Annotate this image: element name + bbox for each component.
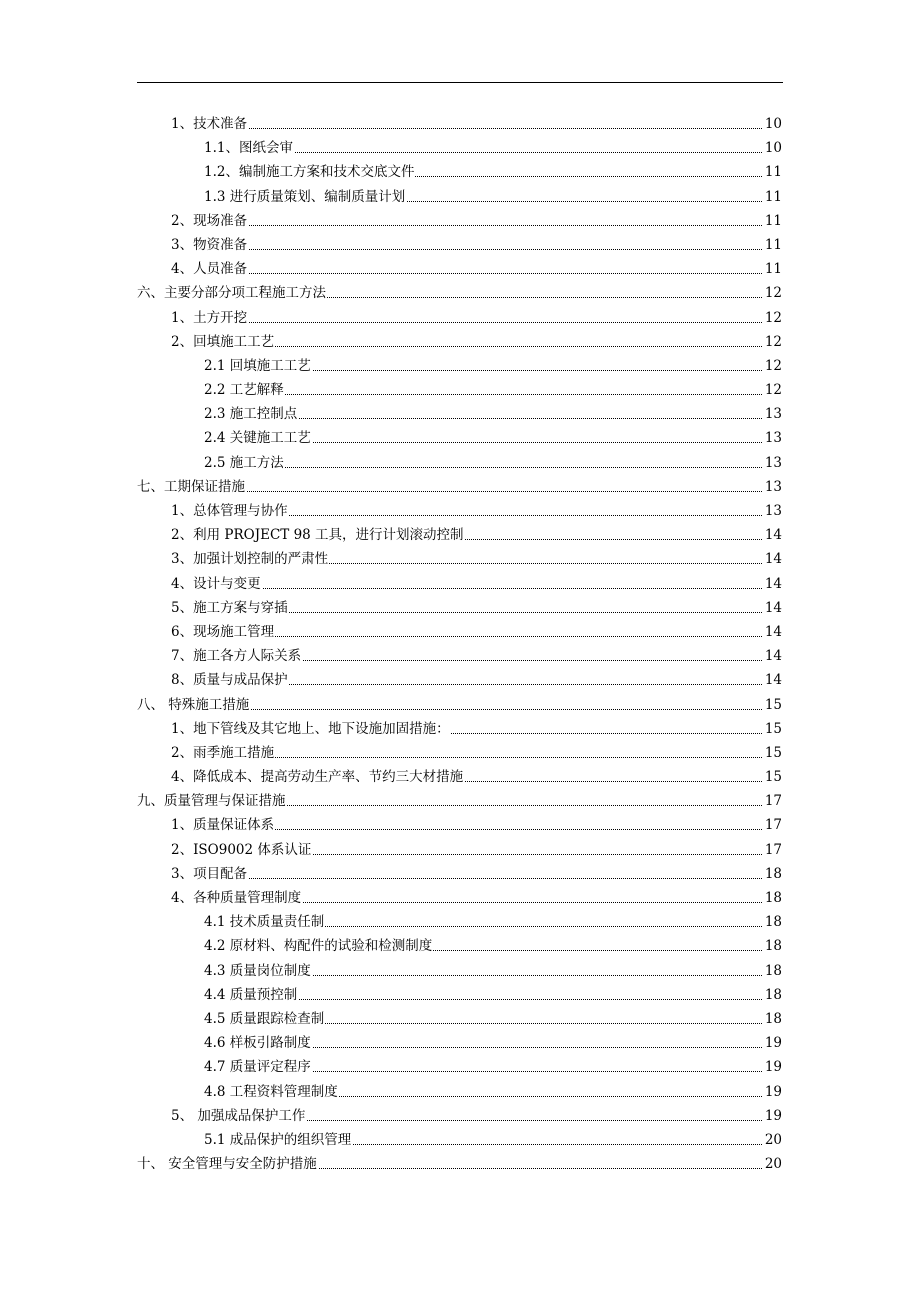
toc-entry-page-number: 17: [764, 838, 782, 862]
toc-entry-page-number: 15: [764, 693, 782, 717]
toc-entry-title: 六、主要分部分项工程施工方法: [137, 281, 327, 305]
toc-entry-title: 2.1 回填施工工艺: [204, 354, 312, 378]
toc-entry-page-number: 19: [764, 1080, 782, 1104]
toc-entry-page-number: 18: [764, 910, 782, 934]
toc-entry[interactable]: [0, 1031, 920, 1055]
toc-entry[interactable]: [0, 1104, 920, 1128]
toc-entry-title: 4、降低成本、提高劳动生产率、节约三大材措施: [171, 765, 464, 789]
toc-entry-title: 4.3 质量岗位制度: [204, 959, 312, 983]
toc-entry-page-number: 13: [764, 451, 782, 475]
toc-entry[interactable]: [0, 1152, 920, 1176]
toc-entry[interactable]: [0, 257, 920, 281]
toc-entry-page-number: 15: [764, 765, 782, 789]
toc-entry-title: 3、物资准备: [171, 233, 248, 257]
toc-entry[interactable]: [0, 934, 920, 958]
toc-entry[interactable]: [0, 1055, 920, 1079]
toc-entry-title: 3、项目配备: [171, 862, 248, 886]
toc-entry-page-number: 12: [764, 330, 782, 354]
toc-entry-title: 5、 加强成品保护工作: [171, 1104, 306, 1128]
toc-entry-page-number: 14: [764, 572, 782, 596]
toc-entry-title: 8、质量与成品保护: [171, 668, 289, 692]
toc-entry-page-number: 13: [764, 499, 782, 523]
toc-entry[interactable]: [0, 959, 920, 983]
toc-entry[interactable]: [0, 426, 920, 450]
toc-entry-page-number: 14: [764, 596, 782, 620]
toc-entry[interactable]: [0, 668, 920, 692]
toc-entry-page-number: 19: [764, 1055, 782, 1079]
toc-entry-title: 4.6 样板引路制度: [204, 1031, 312, 1055]
toc-entry[interactable]: [0, 644, 920, 668]
toc-entry[interactable]: [0, 983, 920, 1007]
toc-entry[interactable]: [0, 1128, 920, 1152]
toc-entry-title: 七、工期保证措施: [137, 475, 246, 499]
toc-entry-title: 2.5 施工方法: [204, 451, 285, 475]
toc-entry-page-number: 14: [764, 523, 782, 547]
toc-entry-title: 5.1 成品保护的组织管理: [204, 1128, 352, 1152]
toc-entry[interactable]: [0, 281, 920, 305]
toc-entry-title: 1、土方开挖: [171, 306, 248, 330]
toc-entry-page-number: 12: [764, 306, 782, 330]
toc-entry-title: 4、各种质量管理制度: [171, 886, 302, 910]
toc-entry-title: 4.2 原材料、构配件的试验和检测制度: [204, 934, 433, 958]
toc-entry[interactable]: [0, 451, 920, 475]
toc-entry-title: 1、质量保证体系: [171, 813, 275, 837]
toc-entry-page-number: 14: [764, 644, 782, 668]
toc-entry-page-number: 18: [764, 886, 782, 910]
toc-entry[interactable]: [0, 330, 920, 354]
toc-entry-title: 3、加强计划控制的严肃性: [171, 547, 329, 571]
toc-entry-page-number: 18: [764, 959, 782, 983]
toc-entry-page-number: 18: [764, 983, 782, 1007]
toc-entry-title: 2、利用 PROJECT 98 工具，进行计划滚动控制: [171, 523, 465, 547]
toc-entry-page-number: 12: [764, 378, 782, 402]
toc-entry-page-number: 15: [764, 717, 782, 741]
toc-entry[interactable]: [0, 789, 920, 813]
toc-entry-title: 7、施工各方人际关系: [171, 644, 302, 668]
toc-entry[interactable]: [0, 136, 920, 160]
toc-entry-title: 九、质量管理与保证措施: [137, 789, 287, 813]
toc-entry-title: 1.1、图纸会审: [204, 136, 294, 160]
toc-entry-page-number: 19: [764, 1031, 782, 1055]
toc-entry[interactable]: [0, 354, 920, 378]
toc-entry-title: 4、设计与变更: [171, 572, 262, 596]
toc-entry[interactable]: [0, 862, 920, 886]
toc-entry-title: 4.5 质量跟踪检查制: [204, 1007, 325, 1031]
toc-dot-leader: [174, 878, 762, 879]
toc-dot-leader: [207, 394, 762, 395]
toc-entry-title: 1.2、编制施工方案和技术交底文件: [204, 160, 415, 184]
toc-dot-leader: [174, 128, 762, 129]
toc-entry[interactable]: [0, 717, 920, 741]
toc-entry-page-number: 18: [764, 862, 782, 886]
toc-entry-title: 2、雨季施工措施: [171, 741, 275, 765]
toc-entry[interactable]: [0, 209, 920, 233]
toc-entry[interactable]: [0, 813, 920, 837]
toc-entry-title: 2、现场准备: [171, 209, 248, 233]
toc-entry[interactable]: [0, 620, 920, 644]
toc-entry[interactable]: [0, 693, 920, 717]
toc-entry-page-number: 17: [764, 813, 782, 837]
toc-entry-page-number: 13: [764, 402, 782, 426]
toc-entry-page-number: 13: [764, 426, 782, 450]
toc-entry[interactable]: [0, 378, 920, 402]
toc-entry-title: 十、 安全管理与安全防护措施: [137, 1152, 318, 1176]
toc-entry-page-number: 19: [764, 1104, 782, 1128]
toc-entry[interactable]: [0, 572, 920, 596]
toc-entry-page-number: 11: [764, 209, 782, 233]
toc-entry-title: 4.7 质量评定程序: [204, 1055, 312, 1079]
toc-entry[interactable]: [0, 475, 920, 499]
header-rule: [137, 82, 783, 83]
toc-entry-page-number: 20: [764, 1152, 782, 1176]
toc-entry[interactable]: [0, 547, 920, 571]
toc-entry[interactable]: [0, 1007, 920, 1031]
toc-entry[interactable]: [0, 499, 920, 523]
toc-entry-page-number: 13: [764, 475, 782, 499]
toc-entry[interactable]: [0, 233, 920, 257]
toc-entry[interactable]: [0, 886, 920, 910]
toc-entry-page-number: 10: [764, 136, 782, 160]
toc-entry-title: 4.8 工程资料管理制度: [204, 1080, 339, 1104]
toc-entry-page-number: 14: [764, 668, 782, 692]
toc-entry-title: 4.4 质量预控制: [204, 983, 298, 1007]
toc-entry[interactable]: [0, 910, 920, 934]
toc-entry-page-number: 20: [764, 1128, 782, 1152]
toc-entry-page-number: 11: [764, 257, 782, 281]
toc-entry-page-number: 11: [764, 160, 782, 184]
toc-entry[interactable]: [0, 160, 920, 184]
toc-entry-title: 4.1 技术质量责任制: [204, 910, 325, 934]
toc-entry-title: 1、总体管理与协作: [171, 499, 289, 523]
toc-entry[interactable]: [0, 1080, 920, 1104]
toc-entry-page-number: 11: [764, 185, 782, 209]
toc-entry-title: 2.2 工艺解释: [204, 378, 285, 402]
toc-entry-page-number: 11: [764, 233, 782, 257]
toc-entry-page-number: 12: [764, 281, 782, 305]
toc-entry-title: 2.4 关键施工工艺: [204, 426, 312, 450]
toc-entry[interactable]: [0, 596, 920, 620]
toc-entry-title: 1、地下管线及其它地上、地下设施加固措施：: [171, 717, 451, 741]
toc-entry-page-number: 12: [764, 354, 782, 378]
toc-entry[interactable]: [0, 402, 920, 426]
toc-entry-page-number: 18: [764, 1007, 782, 1031]
toc-entry-title: 2.3 施工控制点: [204, 402, 298, 426]
toc-entry-title: 6、现场施工管理: [171, 620, 275, 644]
toc-entry-title: 1、技术准备: [171, 112, 248, 136]
toc-entry[interactable]: [0, 523, 920, 547]
toc-dot-leader: [174, 225, 762, 226]
toc-entry[interactable]: [0, 741, 920, 765]
toc-entry-title: 4、人员准备: [171, 257, 248, 281]
toc-entry-title: 2、回填施工工艺: [171, 330, 275, 354]
toc-entry-title: 1.3 进行质量策划、编制质量计划: [204, 185, 406, 209]
toc-dot-leader: [207, 467, 762, 468]
toc-entry-page-number: 18: [764, 934, 782, 958]
toc-dot-leader: [174, 588, 762, 589]
toc-entry[interactable]: [0, 112, 920, 136]
toc-entry[interactable]: [0, 838, 920, 862]
toc-entry[interactable]: [0, 765, 920, 789]
toc-dot-leader: [174, 273, 762, 274]
toc-entry-page-number: 15: [764, 741, 782, 765]
toc-entry-page-number: 14: [764, 620, 782, 644]
table-of-contents: [0, 112, 920, 1176]
toc-entry[interactable]: [0, 185, 920, 209]
toc-dot-leader: [174, 249, 762, 250]
toc-entry-title: 2、ISO9002 体系认证: [171, 838, 312, 862]
toc-entry[interactable]: [0, 306, 920, 330]
toc-entry-title: 八、 特殊施工措施: [137, 693, 250, 717]
toc-entry-title: 5、施工方案与穿插: [171, 596, 289, 620]
toc-entry-page-number: 14: [764, 547, 782, 571]
toc-entry-page-number: 10: [764, 112, 782, 136]
toc-dot-leader: [174, 322, 762, 323]
toc-entry-page-number: 17: [764, 789, 782, 813]
